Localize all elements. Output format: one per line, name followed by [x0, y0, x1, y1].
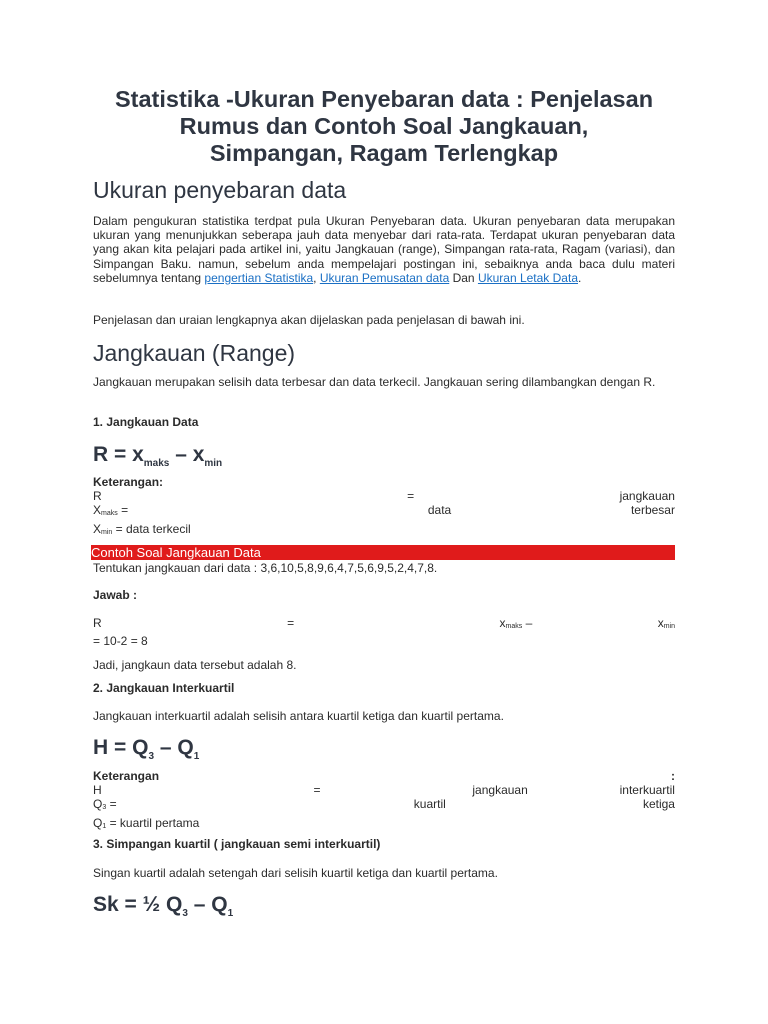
- keterangan-block-1: [93, 475, 675, 540]
- keterangan2-row-h: H = jangkauan interkuartil: [93, 783, 675, 798]
- interkuartil-definition: Jangkauan interkuartil adalah selisih antara kuartil ketiga dan kuartil pertama.: [93, 709, 504, 723]
- subheading-jangkauan-interkuartil: 2. Jangkauan Interkuartil: [93, 681, 235, 695]
- keterangan2-label-row: Keterangan :: [93, 769, 675, 783]
- keterangan-row-xmin: Xmin = data terkecil: [93, 521, 191, 536]
- keterangan-label: Keterangan:: [93, 475, 164, 489]
- subheading-simpangan-kuartil: 3. Simpangan kuartil ( jangkauan semi interkuartil): [93, 837, 381, 851]
- link-ukuran-pemusatan-data[interactable]: Ukuran Pemusatan data: [319, 270, 450, 285]
- formula-simpangan-kuartil: Sk = ½ $Q_3 - Q_1$: [93, 893, 234, 920]
- subheading-jangkauan-data: 1. Jangkauan Data: [93, 415, 199, 429]
- section-heading-jangkauan: Jangkauan (Range): [93, 340, 296, 366]
- title-line-3: Simpangan, Ragam Terlengkap: [209, 140, 559, 166]
- page-title: [93, 86, 675, 167]
- keterangan-row-r: R = jangkauan: [93, 489, 675, 504]
- intro-paragraph-2: Penjelasan dan uraian lengkapnya akan dijelaskan pada penjelasan di bawah ini.: [93, 313, 525, 327]
- keterangan2-row-q1: Q1 = kuartil pertama: [93, 815, 200, 830]
- title-line-2: Rumus dan Contoh Soal Jangkauan,: [179, 113, 589, 139]
- link-pengertian-statistika[interactable]: pengertian Statistika: [204, 270, 314, 285]
- answer-row-1: R = xmaks – xmin: [93, 616, 675, 630]
- example-heading-bar: Contoh Soal Jangkauan Data: [91, 545, 675, 560]
- jangkauan-definition: Jangkauan merupakan selisih data terbesar dan data terkecil. Jangkauan sering dilambangkan dengan R.: [93, 375, 656, 389]
- answer-block: [93, 616, 675, 648]
- formula-range: $R = x_{maks} - x_{min}$: [93, 443, 223, 470]
- keterangan-row-xmaks: Xmaks = data terbesar: [93, 503, 675, 518]
- jawab-label: Jawab :: [93, 588, 138, 602]
- keterangan2-row-q3: Q3 = kuartil ketiga: [93, 797, 675, 812]
- link-ukuran-letak-data[interactable]: Ukuran Letak Data: [477, 270, 578, 285]
- formula-interkuartil: $H = Q_3 - Q_1$: [93, 736, 200, 763]
- answer-conclusion: Jadi, jangkaun data tersebut adalah 8.: [93, 658, 297, 672]
- section-heading-ukuran: Ukuran penyebaran data: [93, 177, 347, 203]
- title-line-1: Statistika -Ukuran Penyebaran data : Penjelasan: [114, 86, 654, 112]
- example-question: Tentukan jangkauan dari data : 3,6,10,5,8,9,6,4,7,5,6,9,5,2,4,7,8.: [93, 561, 438, 575]
- keterangan-block-2: [93, 769, 675, 834]
- simpangan-kuartil-definition: Singan kuartil adalah setengah dari selisih kuartil ketiga dan kuartil pertama.: [93, 866, 498, 880]
- intro-paragraph: Dalam pengukuran statistika terdpat pula Ukuran Penyebaran data. Ukuran penyebaran data merupakan ukuran yang menunjukkan seberapa jauh data menyebar dari rata-rata. Terdapat ukuran penyebaran data yang akan kita pelajari pada artikel ini, yaitu Jangkauan (range), Simpangan rata-rata, Ragam (variasi), dan Simpangan Baku. namun, sebelum anda mempelajari postingan ini, sebaiknya anda baca dulu materi sebelumnya tentang pengertian Statistika, Ukuran Pemusatan data Dan Ukuran Letak Data.: [93, 214, 675, 285]
- answer-row-2: = 10-2 = 8: [93, 634, 148, 649]
